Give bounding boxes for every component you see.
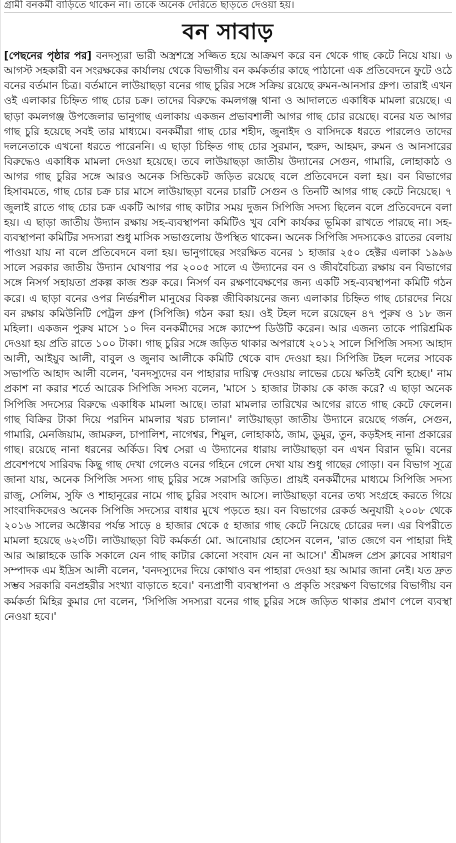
article-body xyxy=(4,49,452,625)
previous-article-tail: গ্রামী বনকর্মী বাড়িতে থাকেন না। তাকে অনেক দেরিতে ছাড়তে দেওয়া হয়। xyxy=(4,0,452,13)
article-body-text: বনদস্যুরা ভারী অস্ত্রশস্ত্রে সজ্জিত হয়ে আক্রমণ করে বন থেকে গাছ কেটে নিয়ে যায়। ৬ আগস্ট সহকারী বন সংরক্ষকের কার্যালয় থেকে বিভাগীয় বন কর্মকর্তার কাছে পাঠানো এক প্রতিবেদনে ফুটে ওঠে বনের বর্তমান চিত্র। বর্তমানে লাউয়াছড়া বনের গাছ চুরির সঙ্গে সক্রিয় রয়েছে রুমন-আনসার গ্রুপ। তারাই এখন ওই এলাকার চিহ্নিত গাছ চোর চক্র। তাদের বিরুদ্ধে কমলগঞ্জ থানা ও আদালতে একাধিক মামলা রয়েছে। এ ছাড়া কমলগঞ্জ উপজেলার ভানুগাছ এলাকায় একজন প্রভাবশালী আগর গাছ চোর রয়েছে। বনের যত আগর গাছ চুরি হয়েছে সবই তার মাধ্যমে। বনকর্মীরা গাছ চোর শহীদ, জুনাইদ ও বাসিদকে ধরতে পারলেও তাদের দলনেতাকে এখনো ধরতে পারেননি। এ ছাড়া চিহ্নিত গাছ চোর সুরমান, হুরুদ, আহমদ, রুমন ও আনসারের বিরুদ্ধেও একাধিক মামলা দেওয়া হয়েছে। তবে লাউয়াছড়া জাতীয় উদ্যানের সেগুন, গামারি, লোহাকাঠ ও আগর গাছ চুরির সঙ্গে আরও অনেক সিন্ডিকেট জড়িত রয়েছে বলে প্রতিবেদনে বলা হয়। বন বিভাগের হিসাবমতে, গাছ চোর চক্র চার মাসে লাউয়াছড়া বনের চারটি সেগুন ও তিনটি আগর গাছ কেটে নিয়েছে। ৭ জুলাই রাতে গাছ চোর চক্র একটি আগর গাছ কাটার সময় দুজন সিপিজি সদস্য ছিলেন বলে প্রতিবেদনে বলা হয়। এ ছাড়া জাতীয় উদ্যান রক্ষায় সহ-ব্যবস্থাপনা কমিটিও খুব বেশি কার্যকর ভূমিকা রাখতে পারছে না। সহ-ব্যবস্থাপনা কমিটির সদস্যরা শুধু মাসিক সভাগুলোয় উপস্থিত থাকেন। অনেক সিপিজি সদস্যকেও রাতের বেলায় পাওয়া যায় না বলে প্রতিবেদনে বলা হয়। ভানুগাছের সংরক্ষিত বনের ১ হাজার ২৫০ হেক্টর এলাকা ১৯৯৬ সালে সরকার জাতীয় উদ্যান ঘোষণার পর ২০০৫ সালে এ উদ্যানের বন ও জীববৈচিত্র্য রক্ষায় বন বিভাগের সঙ্গে নিসর্গ সহায়তা প্রকল্প কাজ শুরু করে। নিসর্গ বন রক্ষণাবেক্ষণের জন্য একটি সহ-ব্যবস্থাপনা কমিটি গঠন করে। এ ছাড়া বনের ওপর নির্ভরশীল মানুষের বিকল্প জীবিকায়নের জন্য এলাকার চিহ্নিত গাছ চোরদের নিয়ে বন রক্ষায় কমিউনিটি পেট্রল গ্রুপ (সিপিজি) গঠন করা হয়। ওই টহল দলে রয়েছেন ৪৭ পুরুষ ও ১৮ জন মহিলা। একজন পুরুষ মাসে ১০ দিন বনকর্মীদের সঙ্গে ক্যাম্পে ডিউটি করেন। আর এজন্য তাকে পারিশ্রমিক দেওয়া হয় প্রতি রাতে ১০০ টাকা। গাছ চুরির সঙ্গে জড়িত থাকার অপরাধে ২০১২ সালে সিপিজি সদস্য আহাদ আলী, আইয়ুব আলী, বাবুল ও জুনাব আলীকে কমিটি থেকে বাদ দেওয়া হয়। সিপিজি টহল দলের সাবেক সভাপতি আহাদ আলী বলেন, 'বনদস্যুদের বন পাহারার দায়িত্ব দেওয়ায় লাভের চেয়ে ক্ষতিই বেশি হচ্ছে।' নাম প্রকাশ না করার শর্তে আরেক সিপিজি সদস্য বলেন, 'মাসে ১ হাজার টাকায় কে কাজ করে? এ ছাড়া অনেক সিপিজি সদস্যের বিরুদ্ধে একাধিক মামলা আছে। তারা মামলার তারিখের আগের রাতে গাছ কেটে ফেলেন। গাছ বিক্রির টাকা দিয়ে পরদিন মামলার খরচ চালান।' লাউয়াছড়া জাতীয় উদ্যানে রয়েছে গর্জন, সেগুন, গামারি, মেনজিয়াম, জামরুল, চাপালিশ, নাগেশ্বর, শিমুল, লোহাকাঠ, জাম, ডুমুর, তুন, কড়ইসহ নানা প্রকারের গাছ। রয়েছে নানা ধরনের অর্কিড। বিশ্ব সেরা এ উদ্যানের ধারায় লাউয়াছড়া বন এখন বিরান ভূমি। বনের প্রবেশপথে সারিবদ্ধ কিছু গাছ দেখা গেলেও বনের গহিনে গেলে দেখা যায় শুধু গাছের গোড়া। বন বিভাগ সূত্রে জানা যায়, অনেক সিপিজি সদস্য গাছ চুরির সঙ্গে সরাসরি জড়িত। প্রায়ই বনকর্মীদের মাধ্যমে সিপিজি সদস্য রাজু, সেলিম, সুফি ও শাহানূরের নামে গাছ চুরির সংবাদ আসে। লাউয়াছড়া বনের তথ্য সংগ্রহে করতে গিয়ে সাংবাদিকদেরও অনেক সিপিজি সদস্যের বাধার মুখে পড়তে হয়। বন বিভাগের রেকর্ড অনুযায়ী ২০০৮ থেকে ২০১৬ সালের অক্টোবর পর্যন্ত সাড়ে ৪ হাজার থেকে ৫ হাজার গাছ কেটে নিয়েছে চোরের দল। এর বিপরীতে মামলা হয়েছে ৬২৩টি। লাউয়াছড়া বিট কর্মকর্তা মো. আনোয়ার হোসেন বলেন, 'রাত জেগে বন পাহারা দিই আর আল্লাহকে ডাকি সকালে যেন গাছ কাটার কোনো সংবাদ যেন না আসে।' শ্রীমঙ্গল প্রেস ক্লাবের সাধারণ সম্পাদক এম ইদ্রিস আলী বলেন, 'বনদস্যুদের দিয়ে কোথাও বন পাহারা দেওয়া হয় আমার জানা নেই। যত দ্রুত সম্ভব সরকারি বনপ্রহরীর সংখ্যা বাড়াতে হবে।' বন্যপ্রাণী ব্যবস্থাপনা ও প্রকৃতি সংরক্ষণ বিভাগের বিভাগীয় বন কর্মকর্তা মিহির কুমার দো বলেন, 'সিপিজি সদস্যরা বনের গাছ চুরির সঙ্গে জড়িত থাকার প্রমাণ পেলে ব্যবস্থা নেওয়া হবে।' xyxy=(4,50,452,623)
article-headline: বন সাবাড় xyxy=(182,19,274,45)
continued-from-label: [পেছনের পৃষ্ঠার পর] xyxy=(4,50,92,62)
column-rule xyxy=(0,0,1,843)
